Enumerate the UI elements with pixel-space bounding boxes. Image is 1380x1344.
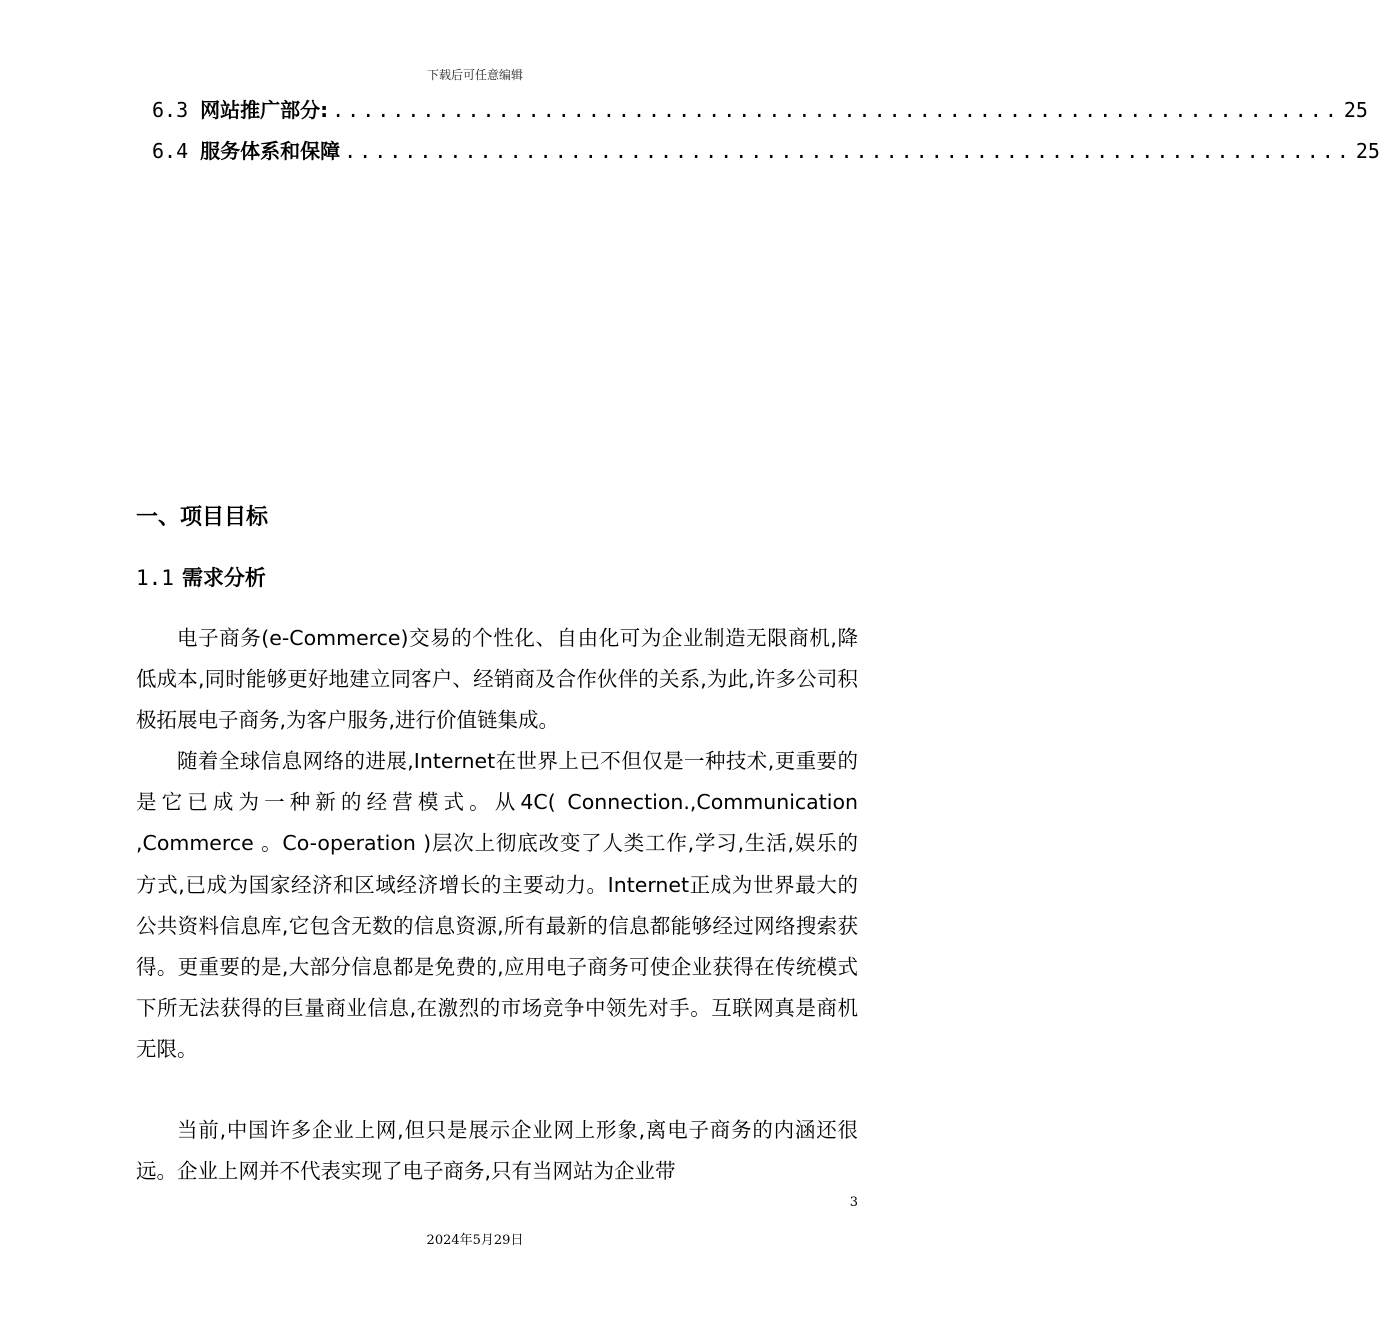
subsection-number: 1.1: [136, 566, 174, 590]
subsection-title: 需求分析: [181, 566, 266, 590]
subsection-heading: [136, 562, 266, 592]
toc-entry-title: 网站推广部分:: [200, 98, 329, 122]
section-heading: 一、项目目标: [136, 505, 269, 530]
toc-entry-page: 25: [1355, 139, 1380, 163]
toc-entry[interactable]: [152, 94, 1368, 123]
toc-leader-dots: ...................................................................: [332, 98, 1340, 122]
paragraph-text: 随着全球信息网络的进展,Internet在世界上已不但仅是一种技术,更重要的是它已成为一种新的经营模式。从4C( Connection.,Communication ,Commerce 。Co-operation )层次上彻底改变了人类工作,学习,生活,娱乐的方式,已成为国家经济和区域经济增长的主要动力。Internet正成为世界最大的公共资料信息库,它包含无数的信息资源,所有最新的信息都能够经过网络搜索获得。更重要的是,大部分信息都是免费的,应用电子商务可使企业获得在传统模式下所无法获得的巨量商业信息,在激烈的市场竞争中领先对手。互联网真是商机无限。: [136, 749, 858, 1062]
toc-entry[interactable]: [152, 135, 1380, 164]
body-paragraph: [136, 741, 858, 1071]
toc-entry-page: 25: [1343, 98, 1368, 122]
body-paragraph: [136, 618, 858, 742]
toc-entry-number: 6.4: [152, 139, 189, 163]
body-paragraph: [136, 1110, 858, 1192]
toc-entry-number: 6.3: [152, 98, 189, 122]
toc-leader-dots: ...................................................................: [344, 139, 1352, 163]
footer-date: 2024年5月29日: [426, 1233, 524, 1248]
paragraph-text: 电子商务(e-Commerce)交易的个性化、自由化可为企业制造无限商机,降低成本,同时能够更好地建立同客户、经销商及合作伙伴的关系,为此,许多公司积极拓展电子商务,为客户服务,进行价值链集成。: [136, 626, 858, 733]
paragraph-text: 当前,中国许多企业上网,但只是展示企业网上形象,离电子商务的内涵还很远。企业上网并不代表实现了电子商务,只有当网站为企业带: [136, 1118, 858, 1184]
toc-entry-title: 服务体系和保障: [200, 139, 341, 163]
header-note: 下载后可任意编辑: [426, 68, 523, 82]
page-number: 3: [849, 1195, 858, 1210]
